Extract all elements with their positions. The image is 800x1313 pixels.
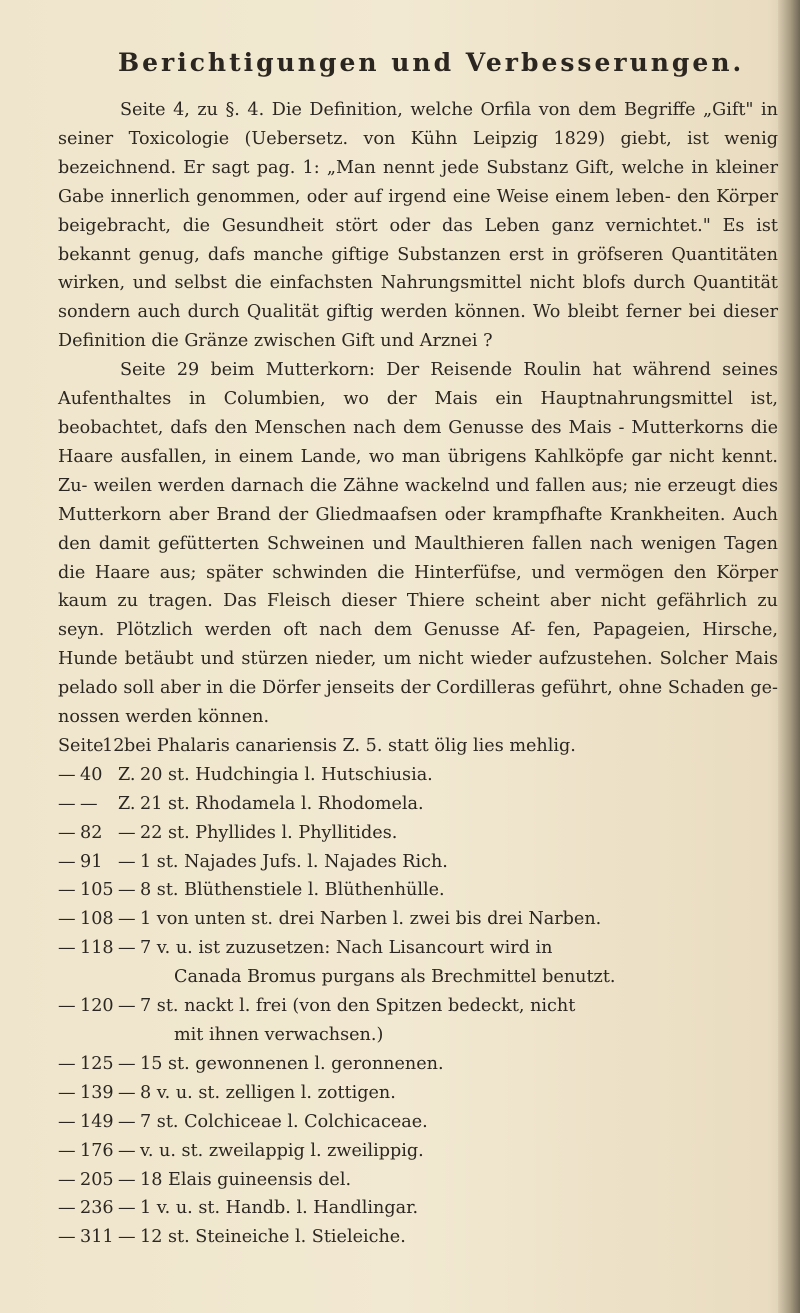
correction-dash: — [58, 1198, 76, 1219]
correction-page: 118 [80, 938, 114, 959]
correction-text: 8 v. u. st. zelligen l. zottigen. [140, 1082, 396, 1103]
correction-page: 311 [80, 1227, 114, 1248]
correction-text: 1 st. Najades Jufs. l. Najades Rich. [140, 851, 448, 872]
correction-dash: — [58, 822, 76, 843]
body-text [58, 96, 778, 1252]
correction-text: 7 st. nackt l. frei (von den Spitzen bedeckt, nicht [140, 996, 576, 1017]
correction-page: 120 [80, 996, 114, 1017]
correction-dash: — [118, 1169, 136, 1190]
correction-dash: — [118, 1198, 136, 1219]
correction-row [58, 934, 778, 963]
correction-dash: — [118, 938, 136, 959]
correction-row [58, 790, 778, 819]
correction-line-label: Z. [118, 793, 136, 814]
correction-dash: — [58, 880, 76, 901]
correction-page: 108 [80, 909, 114, 930]
correction-text: 22 st. Phyllides l. Phyllitides. [140, 822, 398, 843]
correction-page: 91 [80, 851, 103, 872]
paragraph-text: Die Definition, welche Orfila von dem Begriffe „Gift" in seiner Toxicologie (Uebersetz. von Kühn Leipzig 1829) giebt, ist wenig bezeichnend. Er sagt pag. 1: „Man nennt jede Substanz Gift, welche in kleiner Gabe innerlich genommen, oder auf irgend eine Weise einem leben- den Körper beigebracht, die Gesundheit stört oder das Leben ganz vernichtet." Es ist bekannt genug, dafs manche giftige Substanzen erst in gröfseren Quantitäten wirken, und selbst die einfachsten Nahrungsmittel nicht blofs durch Quantität sondern auch durch Qualität giftig werden können. Wo bleibt ferner bei dieser Definition die Gränze zwischen Gift und Arznei ? [58, 100, 778, 352]
correction-dash: — [58, 1111, 76, 1132]
corrections-list [58, 732, 778, 1252]
correction-text: 7 st. Colchiceae l. Colchicaceae. [140, 1111, 428, 1132]
correction-row [58, 761, 778, 790]
correction-row [58, 876, 778, 905]
correction-text: 21 st. Rhodamela l. Rhodomela. [140, 793, 424, 814]
correction-row [58, 1223, 778, 1252]
paragraph-text: Der Reisende Roulin hat während seines Aufenthaltes in Columbien, wo der Mais ein Hauptnahrungsmittel ist, beobachtet, dafs den Menschen nach dem Genusse des Mais - Mutterkorns die Haare ausfallen, in einem Lande, wo man übrigens Kahlköpfe gar nicht kennt. Zu- weilen werden darnach die Zähne wackelnd und fallen aus; nie erzeugt dies Mutterkorn aber Brand der Gliedmaafsen oder krampfhafte Krankheiten. Auch den damit gefütterten Schweinen und Maulthieren fallen nach wenigen Tagen die Haare aus; später schwinden die Hinterfüfse, und vermögen den Körper kaum zu tragen. Das Fleisch dieser Thiere scheint aber nicht gefährlich zu seyn. Plötzlich werden oft nach dem Genusse Af- fen, Papageien, Hirsche, Hunde betäubt und stürzen nieder, um nicht wieder aufzustehen. Solcher Mais pelado soll aber in die Dörfer jenseits der Cordilleras geführt, ohne Schaden ge- nossen werden können. [58, 360, 778, 728]
correction-page: 176 [80, 1140, 114, 1161]
correction-dash: — [118, 1053, 136, 1074]
correction-continuation: Canada Bromus purgans als Brechmittel benutzt. [174, 967, 616, 988]
correction-row [58, 992, 778, 1021]
correction-dash: — [118, 851, 136, 872]
page-edge-shadow [778, 0, 800, 1313]
correction-dash: — [58, 1227, 76, 1248]
correction-dash: — [118, 996, 136, 1017]
correction-dash: — [118, 1227, 136, 1248]
correction-page: 40 [80, 764, 103, 785]
correction-text: v. u. st. zweilappig l. zweilippig. [140, 1140, 424, 1161]
paragraph-mutterkorn [58, 356, 778, 732]
correction-page: 236 [80, 1198, 114, 1219]
correction-page: 105 [80, 880, 114, 901]
correction-dash: — [118, 1111, 136, 1132]
correction-text: 15 st. gewonnenen l. geronnenen. [140, 1053, 444, 1074]
correction-dash: — [58, 996, 76, 1017]
correction-page: 139 [80, 1082, 114, 1103]
correction-text: 12 st. Steineiche l. Stieleiche. [140, 1227, 406, 1248]
paragraph-orfila [58, 96, 778, 356]
paragraph-lead: Seite 4, zu §. 4. [120, 100, 265, 120]
correction-dash: — [118, 909, 136, 930]
correction-dash: — [58, 909, 76, 930]
correction-dash: — [58, 793, 76, 814]
correction-text: 18 Elais guineensis del. [140, 1169, 352, 1190]
correction-line-label: Z. [118, 764, 136, 785]
correction-dash: — [118, 1140, 136, 1161]
correction-dash: — [58, 851, 76, 872]
correction-dash: — [118, 822, 136, 843]
correction-dash: — [118, 880, 136, 901]
correction-row [58, 819, 778, 848]
correction-text: 7 v. u. ist zuzusetzen: Nach Lisancourt wird in [140, 938, 553, 959]
correction-dash: — [58, 764, 76, 785]
correction-text: 20 st. Hudchingia l. Hutschiusia. [140, 764, 433, 785]
correction-page: 149 [80, 1111, 114, 1132]
correction-row [58, 1079, 778, 1108]
correction-dash: — [58, 1053, 76, 1074]
correction-dash: — [118, 1082, 136, 1103]
correction-row [58, 1108, 778, 1137]
correction-page: 205 [80, 1169, 114, 1190]
correction-text: 1 von unten st. drei Narben l. zwei bis drei Narben. [140, 909, 602, 930]
correction-row [58, 732, 778, 761]
correction-page: — [80, 793, 98, 814]
correction-dash: — [58, 938, 76, 959]
page-title: Berichtigungen und Verbesserungen. [118, 48, 745, 77]
correction-row [58, 905, 778, 934]
correction-text: bei Phalaris canariensis Z. 5. statt ölig lies mehlig. [124, 735, 576, 756]
correction-dash: — [58, 1140, 76, 1161]
correction-page-prefix: Seite [58, 735, 104, 756]
correction-dash: — [58, 1082, 76, 1103]
correction-row [58, 1194, 778, 1223]
correction-page: 12 [102, 735, 125, 756]
paragraph-lead: Seite 29 beim Mutterkorn: [120, 360, 375, 381]
correction-row [58, 1050, 778, 1079]
correction-row [58, 848, 778, 877]
correction-dash: — [58, 1169, 76, 1190]
correction-text: 8 st. Blüthenstiele l. Blüthenhülle. [140, 880, 445, 901]
correction-continuation: mit ihnen verwachsen.) [174, 1025, 384, 1045]
correction-page: 82 [80, 822, 103, 843]
correction-row [58, 1137, 778, 1166]
correction-row [58, 1166, 778, 1195]
correction-text: 1 v. u. st. Handb. l. Handlingar. [140, 1198, 419, 1219]
correction-page: 125 [80, 1053, 114, 1074]
